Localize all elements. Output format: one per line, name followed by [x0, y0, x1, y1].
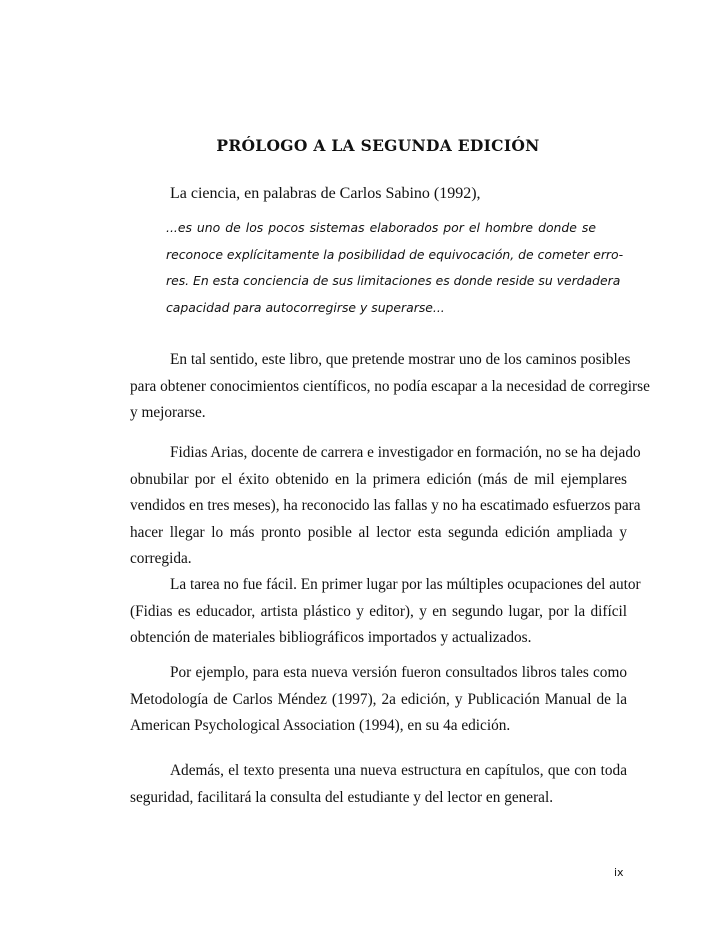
page-title: PRÓLOGO A LA SEGUNDA EDICIÓN	[216, 136, 540, 155]
paragraph-line: American Psychological Association (1994), en su 4a edición.	[130, 717, 511, 734]
paragraph-line: para obtener conocimientos científicos, no podía escapar a la necesidad de corregirse	[130, 377, 650, 395]
paragraph-line: Por ejemplo, para esta nueva versión fueron consultados libros tales como	[170, 664, 627, 681]
paragraph-4	[130, 660, 627, 740]
page-number: ix	[614, 866, 624, 879]
paragraph-line: seguridad, facilitará la consulta del estudiante y del lector en general.	[130, 788, 554, 806]
quote-line: reconoce explícitamente la posibilidad de equivocación, de cometer erro-	[166, 246, 624, 262]
quote-line: res. En esta conciencia de sus limitaciones es donde reside su verdadera	[166, 273, 621, 288]
intro-line: La ciencia, en palabras de Carlos Sabino (1992),	[170, 185, 481, 202]
paragraph-line: (Fidias es educador, artista plástico y editor), y en segundo lugar, por la difícil	[130, 602, 627, 620]
paragraph-line: Fidias Arias, docente de carrera e investigador en formación, no se ha dejado	[170, 444, 641, 461]
paragraph-line: obnubilar por el éxito obtenido en la primera edición (más de mil ejemplares	[130, 470, 627, 488]
quote-line: capacidad para autocorregirse y superarse...	[166, 299, 445, 315]
paragraph-line: hacer llegar lo más pronto posible al lector esta segunda edición ampliada y	[130, 523, 627, 541]
block-quote	[166, 215, 624, 321]
paragraph-line: obtención de materiales bibliográficos importados y actualizados.	[130, 629, 532, 646]
paragraph-3	[130, 572, 641, 652]
paragraph-line: La tarea no fue fácil. En primer lugar por las múltiples ocupaciones del autor	[170, 576, 641, 593]
paragraph-line: Metodología de Carlos Méndez (1997), 2a edición, y Publicación Manual de la	[130, 690, 627, 708]
paragraph-5	[130, 758, 627, 811]
paragraph-line: En tal sentido, este libro, que pretende mostrar uno de los caminos posibles	[170, 351, 631, 368]
paragraph-1	[130, 347, 650, 427]
paragraph-line: vendidos en tres meses), ha reconocido las fallas y no ha escatimado esfuerzos para	[130, 497, 641, 514]
paragraph-line: y mejorarse.	[130, 404, 206, 421]
quote-line: ...es uno de los pocos sistemas elaborados por el hombre donde se	[166, 220, 596, 235]
paragraph-line: corregida.	[130, 550, 192, 567]
paragraph-line: Además, el texto presenta una nueva estructura en capítulos, que con toda	[170, 762, 627, 779]
paragraph-2	[130, 440, 641, 573]
